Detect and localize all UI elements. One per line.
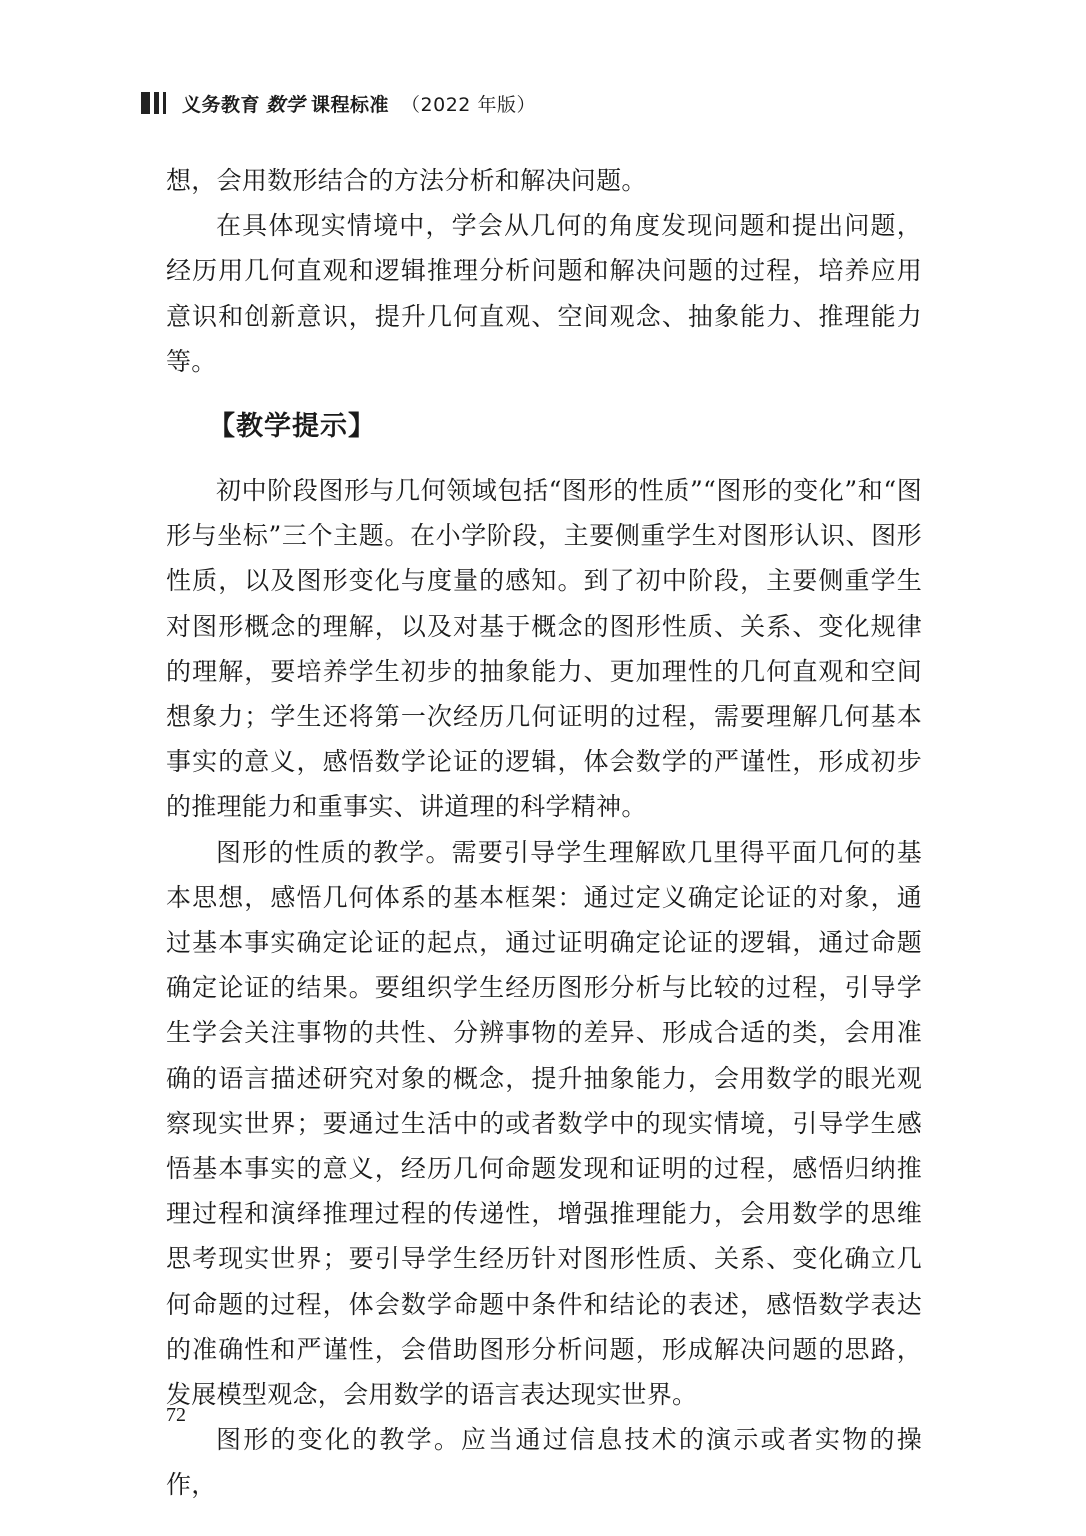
paragraph: 初中阶段图形与几何领域包括“图形的性质”“图形的变化”和“图形与坐标”三个主题。在小学阶段，主要侧重学生对图形认识、图形性质，以及图形变化与度量的感知。到了初中阶段，主要侧重学生对图形概念的理解，以及对基于概念的图形性质、关系、变化规律的理解，要培养学生初步的抽象能力、更加理性的几何直观和空间想象力；学生还将第一次经历几何证明的过程，需要理解几何基本事实的意义，感悟数学论证的逻辑，体会数学的严谨性，形成初步的推理能力和重事实、讲道理的科学精神。 (166, 476, 922, 822)
page-number: 72 (166, 1404, 186, 1426)
paragraph: 图形的性质的教学。需要引导学生理解欧几里得平面几何的基本思想，感悟几何体系的基本框架：通过定义确定论证的对象，通过基本事实确定论证的起点，通过证明确定论证的逻辑，通过命题确定论证的结果。要组织学生经历图形分析与比较的过程，引导学生学会关注事物的共性、分辨事物的差异、形成合适的类，会用准确的语言描述研究对象的概念，提升抽象能力，会用数学的眼光观察现实世界；要通过生活中的或者数学中的现实情境，引导学生感悟基本事实的意义，经历几何命题发现和证明的过程，感悟归纳推理过程和演绎推理过程的传递性，增强推理能力，会用数学的思维思考现实世界；要引导学生经历针对图形性质、关系、变化确立几何命题的过程，体会数学命题中条件和结论的表述，感悟数学表达的准确性和严谨性，会借助图形分析问题，形成解决问题的思路，发展模型观念，会用数学的语言表达现实世界。 (166, 837, 922, 1410)
book-title (182, 90, 536, 117)
paragraph: 图形的变化的教学。应当通过信息技术的演示或者实物的操作， (166, 1425, 922, 1500)
page-body (166, 158, 922, 1508)
paragraph-continuation: 想，会用数形结合的方法分析和解决问题。 (166, 166, 647, 195)
book-title-part1: 义务教育 (182, 93, 261, 116)
header-bar-icon (141, 92, 170, 114)
book-title-subject: 数学 (266, 93, 306, 116)
paragraph: 在具体现实情境中，学会从几何的角度发现问题和提出问题，经历用几何直观和逻辑推理分析问题和解决问题的过程，培养应用意识和创新意识，提升几何直观、空间观念、抽象能力、推理能力等。 (166, 211, 922, 376)
book-title-part2: 课程标准 (311, 93, 390, 116)
section-heading: 【教学提示】 (208, 411, 376, 443)
running-header (141, 88, 536, 118)
book-edition: （2022 年版） (401, 93, 536, 116)
